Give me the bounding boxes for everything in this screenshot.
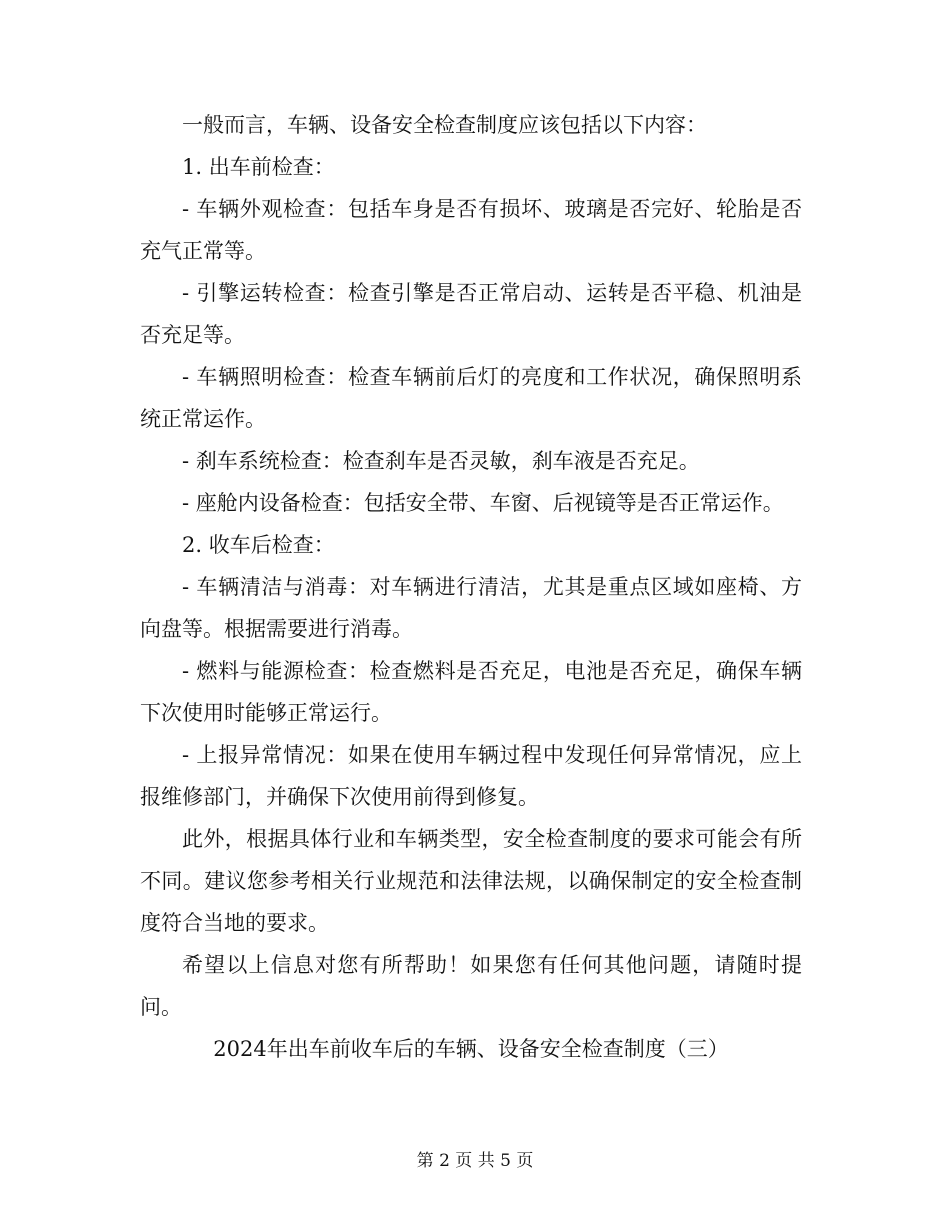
paragraph-closing: 希望以上信息对您有所帮助！如果您有任何其他问题，请随时提问。 (140, 953, 802, 1019)
paragraph-lighting-check: - 车辆照明检查：检查车辆前后灯的亮度和工作状况，确保照明系统正常运作。 (140, 365, 802, 431)
paragraph-section-2-title: 2. 收车后检查： (182, 533, 335, 557)
paragraph-intro: 一般而言，车辆、设备安全检查制度应该包括以下内容： (182, 113, 707, 137)
paragraph-brake-check: - 刹车系统检查：检查刹车是否灵敏，刹车液是否充足。 (182, 449, 700, 473)
paragraph-cleaning: - 车辆清洁与消毒：对车辆进行清洁，尤其是重点区域如座椅、方向盘等。根据需要进行消毒。 (140, 575, 802, 641)
paragraph-additional-note: 此外，根据具体行业和车辆类型，安全检查制度的要求可能会有所不同。建议您参考相关行业规范和法律法规，以确保制定的安全检查制度符合当地的要求。 (140, 827, 802, 935)
paragraph-report-issues: - 上报异常情况：如果在使用车辆过程中发现任何异常情况，应上报维修部门，并确保下次使用前得到修复。 (140, 743, 802, 809)
document-body (140, 104, 802, 1070)
page-footer (0, 1149, 950, 1173)
page-number: 第 2 页 共 5 页 (416, 1151, 534, 1171)
paragraph-section-1-title: 1. 出车前检查： (182, 155, 335, 179)
paragraph-fuel-check: - 燃料与能源检查：检查燃料是否充足，电池是否充足，确保车辆下次使用时能够正常运行。 (140, 659, 802, 725)
paragraph-cabin-check: - 座舱内设备检查：包括安全带、车窗、后视镜等是否正常运作。 (182, 491, 784, 515)
section-heading: 2024年出车前收车后的车辆、设备安全检查制度（三） (213, 1037, 729, 1061)
paragraph-engine-check: - 引擎运转检查：检查引擎是否正常启动、运转是否平稳、机油是否充足等。 (140, 281, 802, 347)
paragraph-exterior-check: - 车辆外观检查：包括车身是否有损坏、玻璃是否完好、轮胎是否充气正常等。 (140, 197, 802, 263)
